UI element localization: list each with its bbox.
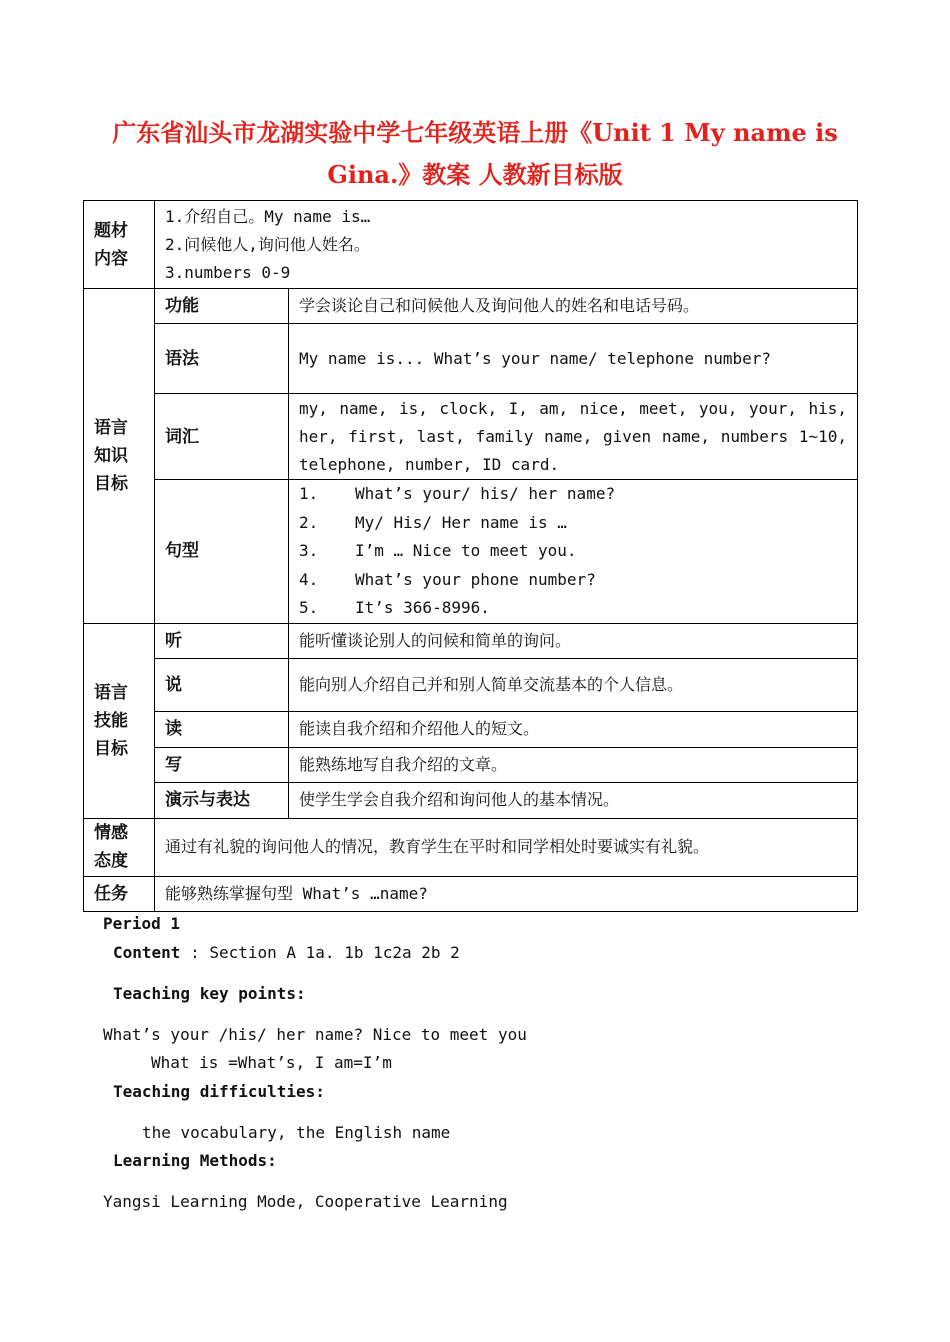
patterns-list-cell [289,480,858,624]
pattern-number: 2. [299,512,319,532]
write-row [84,747,858,782]
read-row [84,711,858,747]
emotion-row [84,818,858,876]
lesson-plan-table [83,200,858,912]
pattern-text: It’s 366-8996. [355,598,490,617]
write-label: 写 [155,747,289,782]
key-points-label: Teaching key points: [113,984,306,1003]
listen-row [84,623,858,658]
read-text: 能读自我介绍和介绍他人的短文。 [289,711,858,747]
patterns-label: 句型 [155,480,289,624]
methods-text: Yangsi Learning Mode, Cooperative Learning [103,1192,508,1211]
vocab-row [84,394,858,480]
document-title-line-1: 广东省汕头市龙湖实验中学七年级英语上册《Unit 1 My name is [112,118,838,147]
patterns-list [299,480,847,623]
speak-row [84,658,858,711]
emotion-header: 情感态度 [84,818,155,876]
listen-text: 能听懂谈论别人的问候和简单的询问。 [289,623,858,658]
difficulties-text: the vocabulary, the English name [142,1123,451,1142]
pattern-item [299,509,847,538]
read-label: 读 [155,711,289,747]
grammar-row [84,324,858,394]
pattern-text: I’m … Nice to meet you. [355,541,577,560]
function-text: 学会谈论自己和问候他人及询问他人的姓名和电话号码。 [289,289,858,324]
topic-header: 题材内容 [84,201,155,289]
speak-text: 能向别人介绍自己并和别人简单交流基本的个人信息。 [289,658,858,711]
pattern-item [299,566,847,595]
task-text: 能够熟练掌握句型 What’s …name? [155,876,858,911]
grammar-label: 语法 [155,324,289,394]
topic-item: 3.numbers 0-9 [165,262,291,282]
function-row [84,289,858,324]
content-label: Content [113,943,181,962]
key-points-line-2: What is =What’s, I am=I’m [151,1053,392,1072]
topic-item: 1.介绍自己。My name is… [165,206,371,226]
task-row [84,876,858,911]
key-points-line-1: What’s your /his/ her name? Nice to meet you [103,1025,527,1044]
perform-row [84,782,858,818]
content-text: : Section A 1a. 1b 1c2a 2b 2 [180,943,460,962]
pattern-number: 4. [299,569,319,589]
pattern-text: What’s your/ his/ her name? [355,484,616,503]
document-title-line-2: Gina.》教案 人教新目标版 [327,160,623,189]
perform-text: 使学生学会自我介绍和询问他人的基本情况。 [289,782,858,818]
pattern-text: What’s your phone number? [355,569,596,589]
pattern-text: My/ His/ Her name is … [355,512,567,532]
patterns-row [84,480,858,624]
pattern-item [299,537,847,566]
vocab-label: 词汇 [155,394,289,480]
pattern-item [299,594,847,623]
topic-content [155,201,858,289]
perform-label: 演示与表达 [155,782,289,818]
write-text: 能熟练地写自我介绍的文章。 [289,747,858,782]
grammar-text: My name is... What’s your name/ telephone number? [289,324,858,394]
function-label: 功能 [155,289,289,324]
content-line [113,943,460,962]
methods-label: Learning Methods: [113,1151,277,1170]
difficulties-label: Teaching difficulties: [113,1082,325,1101]
emotion-text: 通过有礼貌的询问他人的情况，教育学生在平时和同学相处时要诚实有礼貌。 [155,818,858,876]
vocab-text: my, name, is, clock, I, am, nice, meet, you, your, his, her, first, last, family name, given name, numbers 1~10, telephone, number, ID card. [289,394,858,480]
listen-label: 听 [155,623,289,658]
topic-item: 2.问候他人,询问他人姓名。 [165,234,370,254]
topic-row [84,201,858,289]
knowledge-header: 语言知识目标 [84,289,155,624]
task-header: 任务 [84,876,155,911]
skills-header: 语言技能目标 [84,623,155,818]
pattern-item [299,480,847,509]
pattern-number: 3. [299,541,319,560]
speak-label: 说 [155,658,289,711]
period-heading: Period 1 [103,914,181,933]
pattern-number: 1. [299,484,319,503]
pattern-number: 5. [299,598,319,617]
